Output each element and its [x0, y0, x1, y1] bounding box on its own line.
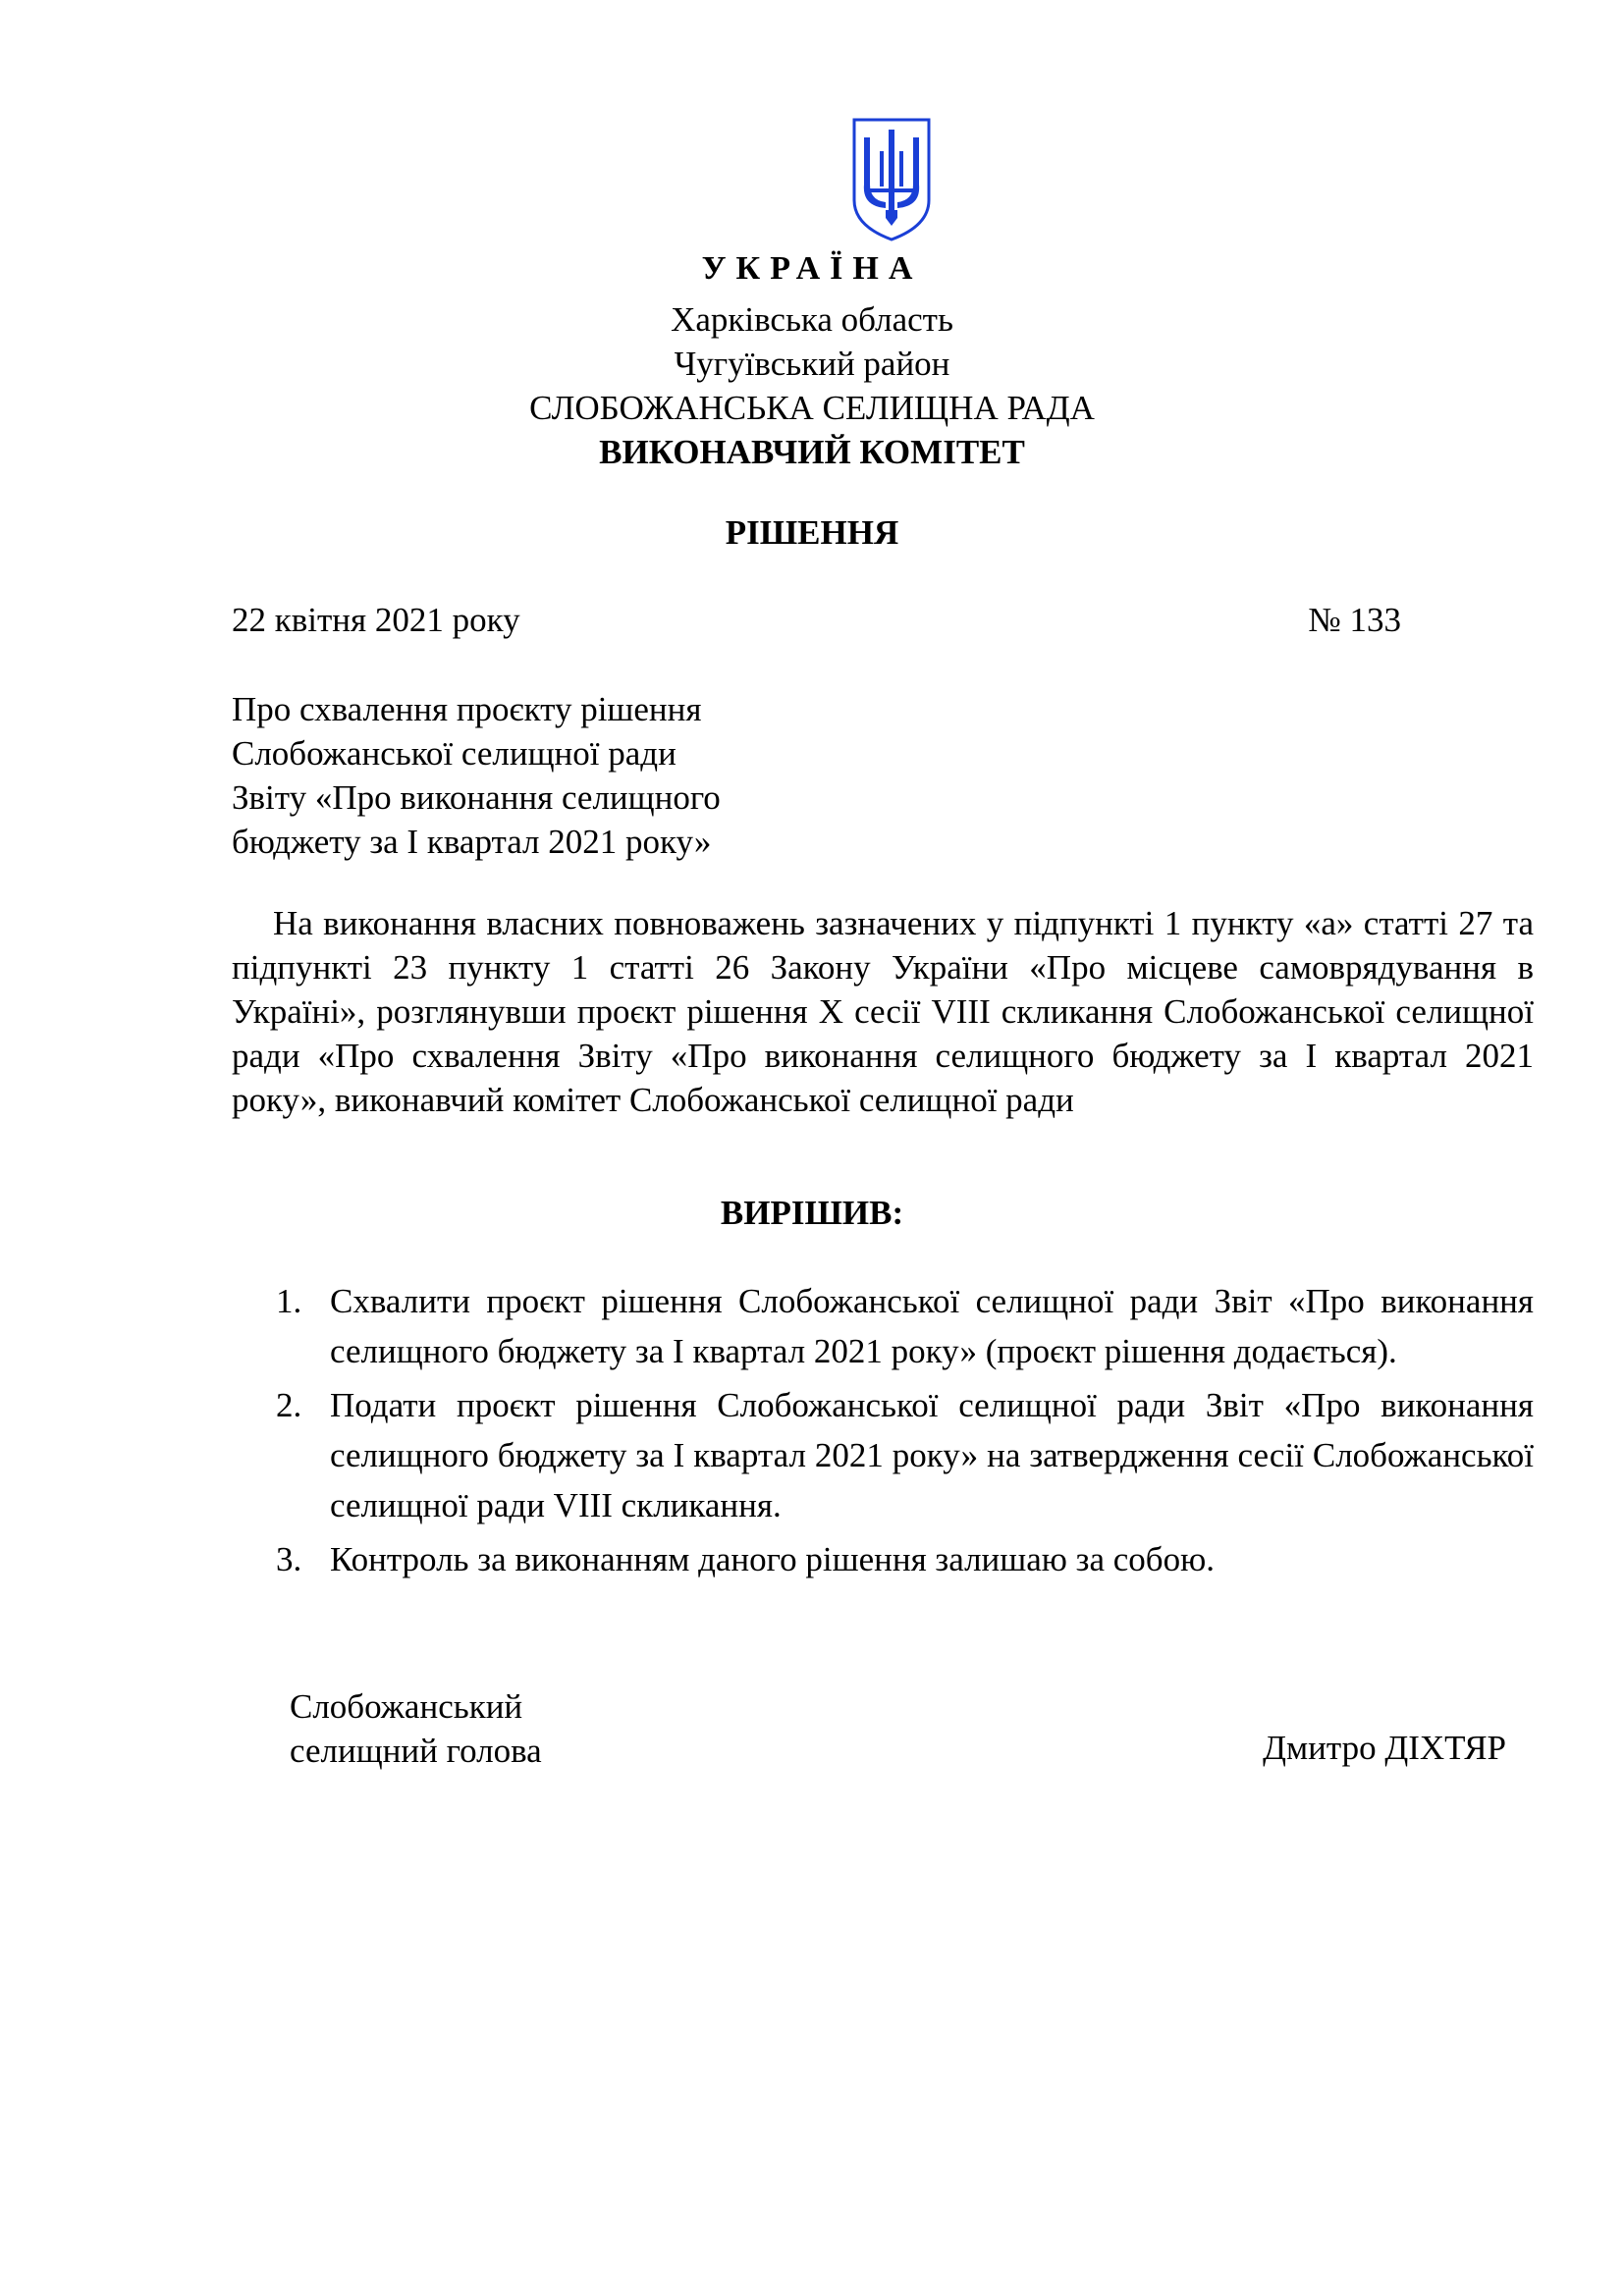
subject-line: Звіту «Про виконання селищного — [232, 778, 721, 817]
preamble-paragraph: На виконання власних повноважень зазначених у підпункті 1 пункту «а» статті 27 та підпункті 23 пункту 1 статті 26 Закону України «Про місцеве самоврядування в Україні», розглянувши проєкт рішення Х сесії VIII скликання Слобожанської селищної ради «Про схвалення Звіту «Про виконання селищного бюджету за І квартал 2021 року», виконавчий комітет Слобожанської селищної ради — [232, 904, 1534, 1119]
resolution-list — [232, 1276, 1534, 1588]
document-title: РІШЕННЯ — [725, 513, 899, 552]
list-item — [232, 1276, 1534, 1376]
item-text: Подати проєкт рішення Слобожанської селищної ради Звіт «Про виконання селищного бюджету за І квартал 2021 року» на затвердження сесії Слобожанської селищної ради VIII скликання. — [330, 1386, 1534, 1524]
item-number: 2. — [276, 1386, 302, 1424]
council-name: СЛОБОЖАНСЬКА СЕЛИЩНА РАДА — [529, 389, 1095, 427]
list-item — [232, 1534, 1534, 1584]
item-text: Схвалити проєкт рішення Слобожанської селищної ради Звіт «Про виконання селищного бюджету за І квартал 2021 року» (проєкт рішення додається). — [330, 1282, 1534, 1370]
position-line: селищний голова — [290, 1732, 542, 1770]
subject-line: Слобожанської селищної ради — [232, 734, 677, 773]
item-number: 3. — [276, 1540, 302, 1578]
resolved-heading: ВИРІШИВ: — [720, 1194, 904, 1232]
committee-name: ВИКОНАВЧИЙ КОМІТЕТ — [599, 433, 1025, 471]
document-number: № 133 — [1308, 601, 1401, 639]
subject-line: Про схвалення проєкту рішення — [232, 690, 702, 728]
signatory-name: Дмитро ДІХТЯР — [1263, 1729, 1506, 1767]
subject-line: бюджету за І квартал 2021 року» — [232, 823, 712, 861]
document-date: 22 квітня 2021 року — [232, 601, 520, 639]
country-name: УКРАЇНА — [701, 250, 923, 287]
district-name: Чугуївський район — [674, 345, 950, 383]
list-item — [232, 1380, 1534, 1530]
item-text: Контроль за виконанням даного рішення залишаю за собою. — [330, 1540, 1216, 1578]
document-subject — [232, 687, 721, 864]
region-name: Харківська область — [671, 300, 953, 339]
signatory-position — [290, 1684, 542, 1773]
position-line: Слобожанський — [290, 1687, 523, 1726]
item-number: 1. — [276, 1282, 302, 1320]
trident-emblem-icon — [850, 116, 933, 243]
